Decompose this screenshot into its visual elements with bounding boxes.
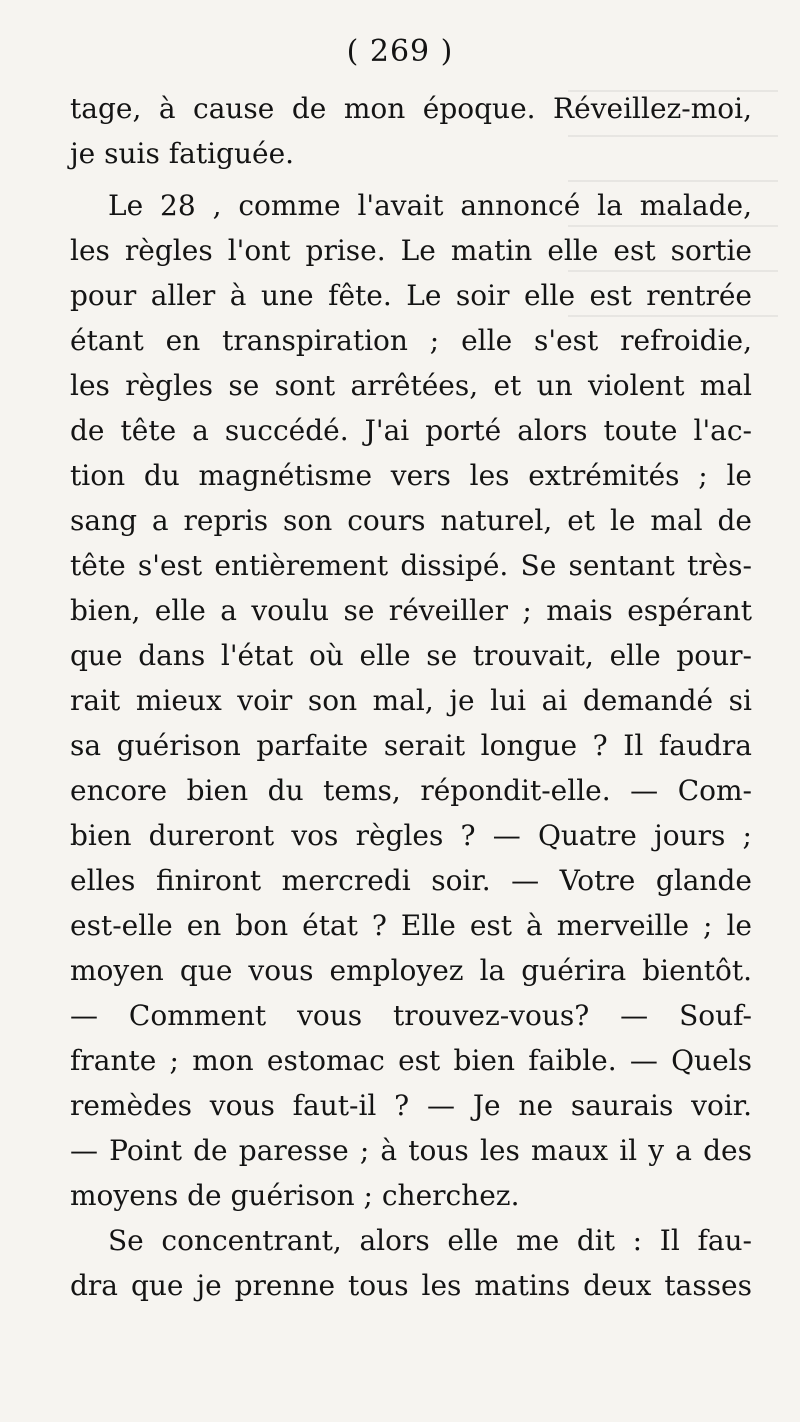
text-line: elles finiront mercredi soir. — Votre glande: [70, 864, 752, 897]
text-line: bien, elle a voulu se réveiller ; mais espérant: [70, 594, 752, 627]
text-line: je suis fatiguée.: [70, 137, 295, 170]
text-line: tage, à cause de mon époque. Réveillez-moi,: [70, 92, 752, 125]
page-number: ( 269 ): [346, 34, 454, 69]
text-line: tion du magnétisme vers les extrémités ; le: [70, 459, 752, 492]
text-line: étant en transpiration ; elle s'est refroidie,: [70, 324, 752, 357]
text-line: les règles se sont arrêtées, et un violent mal: [70, 369, 752, 402]
text-line: dra que je prenne tous les matins deux tasses: [70, 1269, 752, 1302]
text-line: Le 28 , comme l'avait annoncé la malade,: [108, 189, 752, 222]
text-line: — Point de paresse ; à tous les maux il y a des: [70, 1134, 752, 1167]
text-line: frante ; mon estomac est bien faible. — Quels: [70, 1044, 752, 1077]
text-line: de tête a succédé. J'ai porté alors toute l'ac-: [70, 414, 752, 447]
text-line: moyens de guérison ; cherchez.: [70, 1179, 520, 1212]
text-line: bien dureront vos règles ? — Quatre jours ;: [70, 819, 752, 852]
text-line: rait mieux voir son mal, je lui ai demandé si: [70, 684, 752, 717]
text-line: remèdes vous faut-il ? — Je ne saurais voir.: [70, 1089, 752, 1122]
text-line: moyen que vous employez la guérira bientôt.: [70, 954, 752, 987]
text-line: sang a repris son cours naturel, et le mal de: [70, 504, 752, 537]
text-line: les règles l'ont prise. Le matin elle est sortie: [70, 234, 752, 267]
text-line: Se concentrant, alors elle me dit : Il fau-: [108, 1224, 752, 1257]
text-line: sa guérison parfaite serait longue ? Il faudra: [70, 729, 752, 762]
text-line: est-elle en bon état ? Elle est à merveille ; le: [70, 909, 752, 942]
text-line: pour aller à une fête. Le soir elle est rentrée: [70, 279, 752, 312]
text-line: — Comment vous trouvez-vous? — Souf-: [70, 999, 752, 1032]
text-line: tête s'est entièrement dissipé. Se sentant très-: [70, 549, 752, 582]
text-line: encore bien du tems, répondit-elle. — Com-: [70, 774, 752, 807]
text-line: que dans l'état où elle se trouvait, elle pour-: [70, 639, 752, 672]
